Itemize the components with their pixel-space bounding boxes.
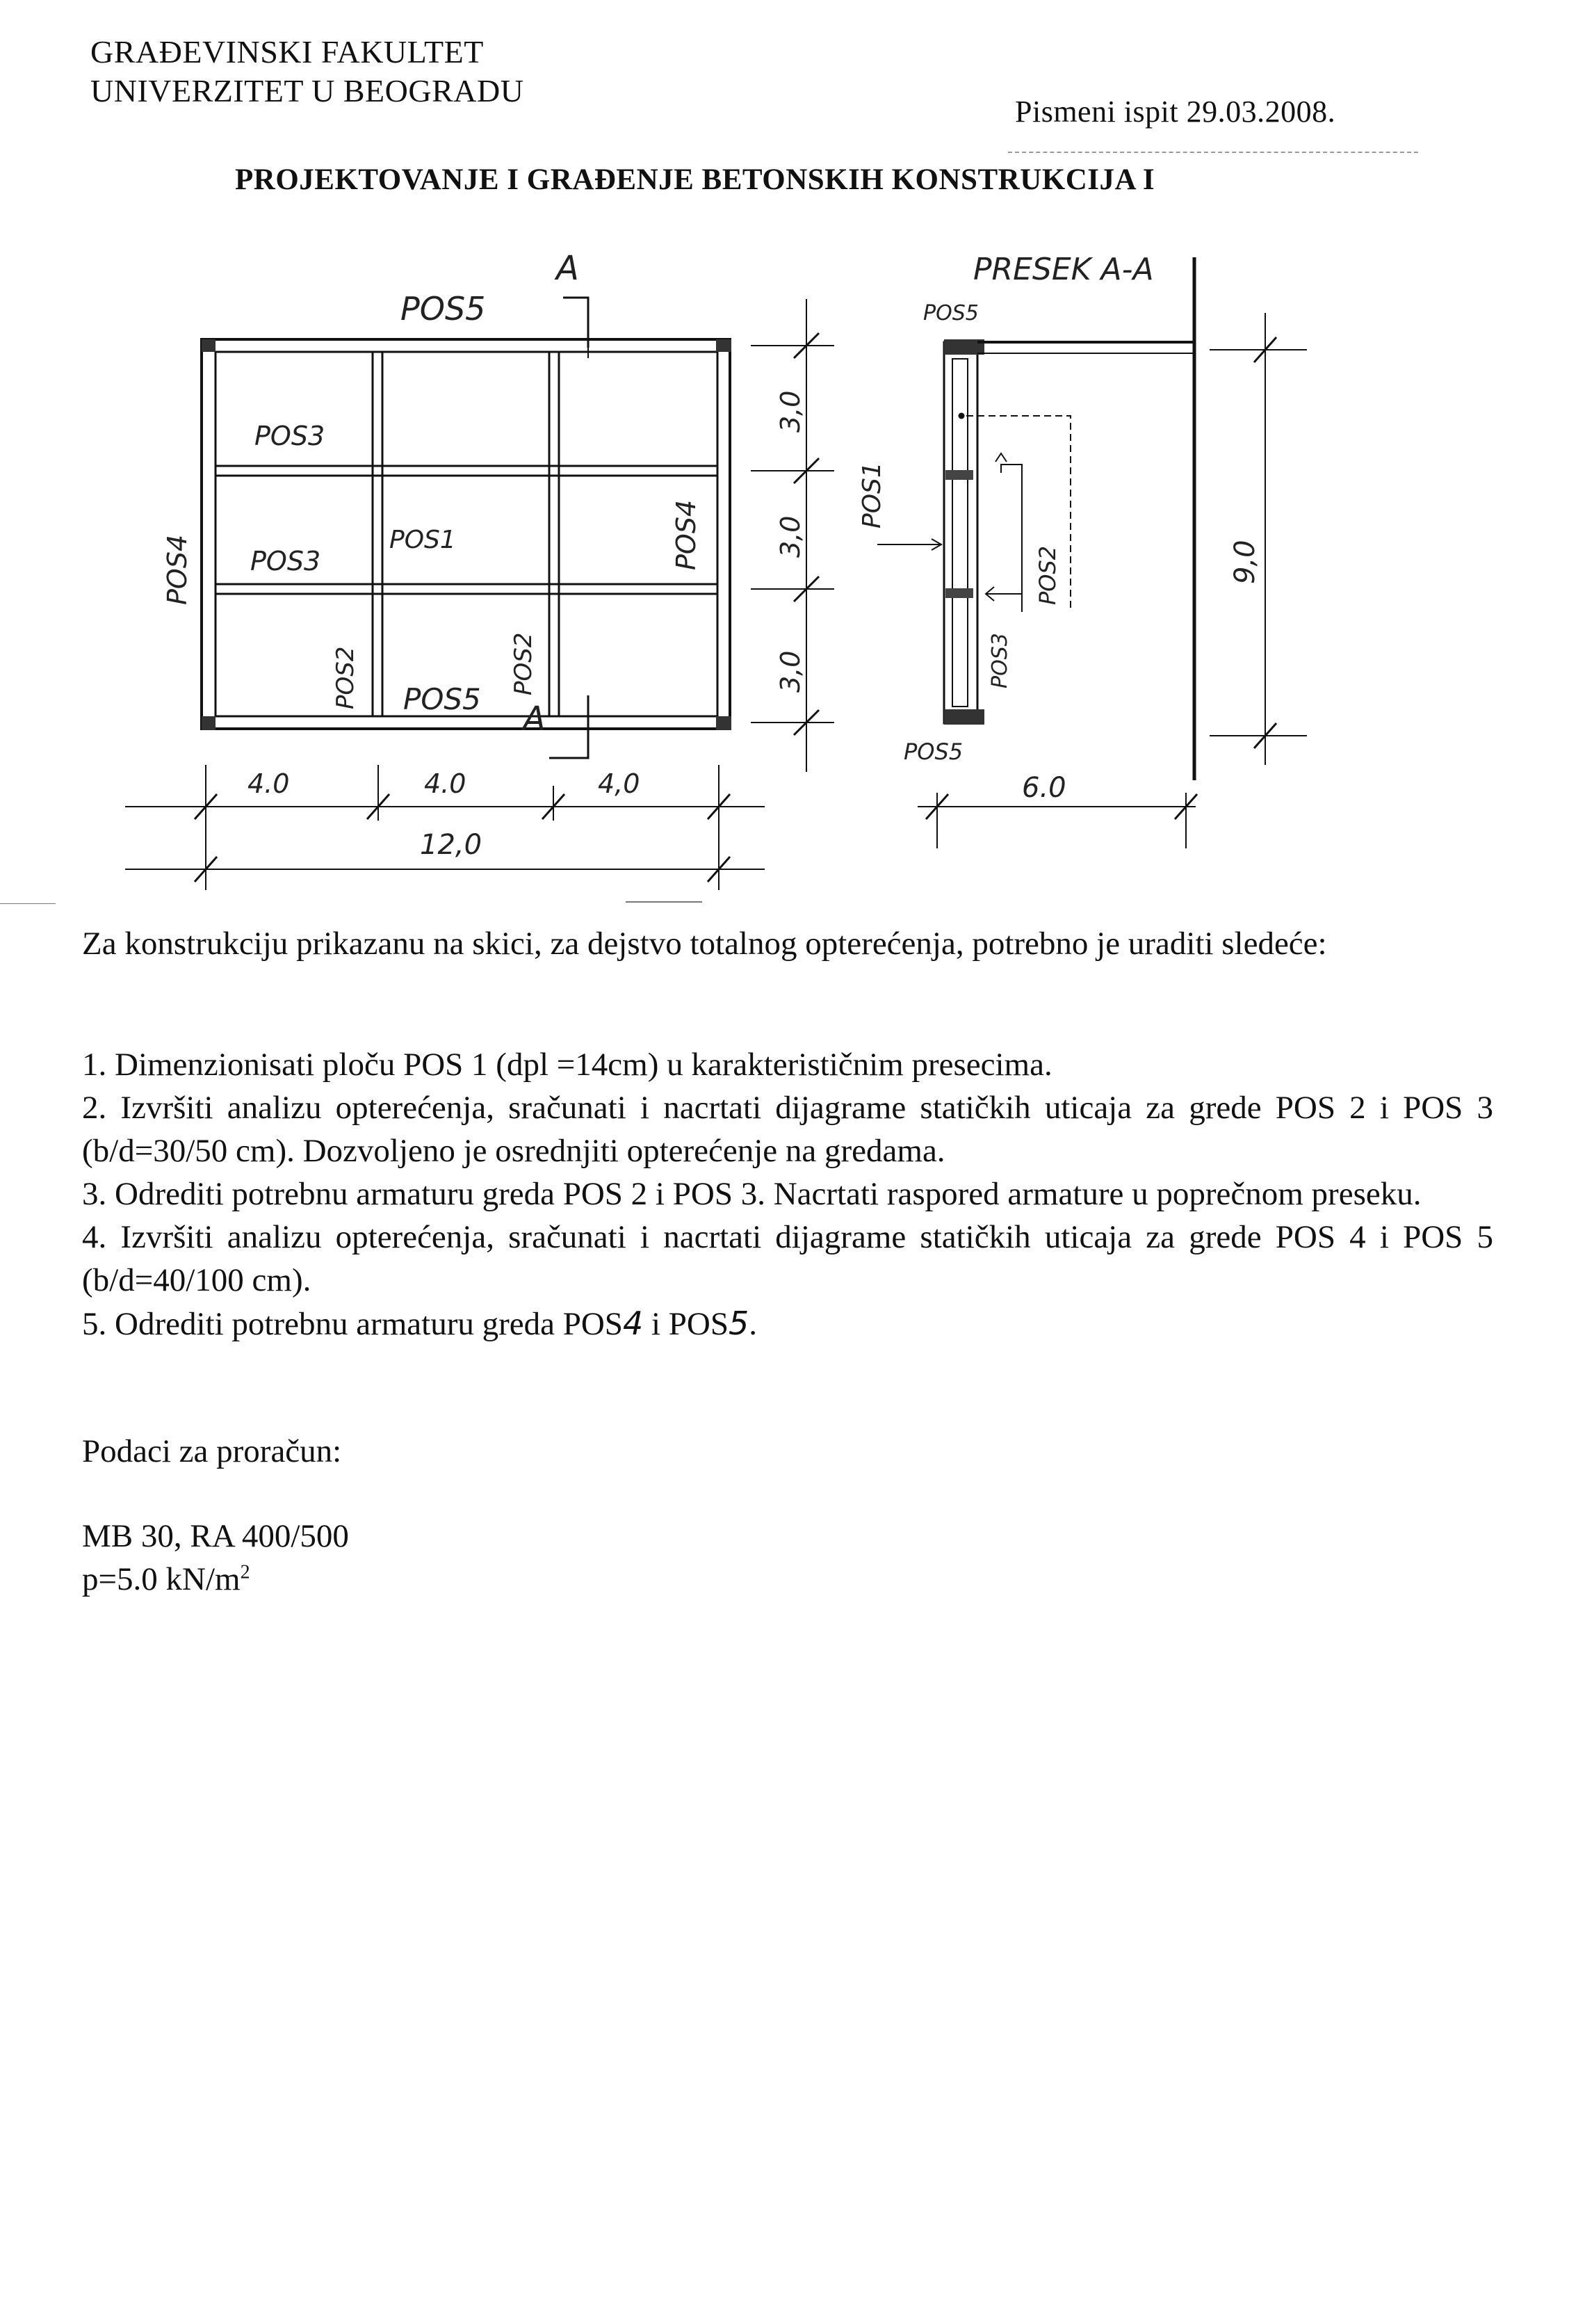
plan-dim-total: 12,0: [420, 829, 482, 861]
column-tr: [716, 339, 731, 352]
load-line: [82, 1558, 250, 1601]
plan-pos2-b-label: POS2: [510, 632, 537, 695]
section-pos3-label: POS3: [988, 633, 1012, 688]
section-dim-height: 9,0: [1229, 540, 1261, 584]
task-item-4: 4. Izvršiti analizu opterećenja, sračunati i nacrtati dijagrame statičkih uticaja za grede POS 4 i POS 5 (b/d=40/100 cm).: [82, 1219, 1493, 1298]
task-5-prefix: 5. Odrediti potrebnu armaturu greda POS: [82, 1306, 623, 1342]
section-pos5-bottom-label: POS5: [904, 739, 964, 765]
task-5-end: .: [749, 1306, 758, 1342]
plan-section-letter-top: A: [556, 249, 579, 288]
section-beam-mid-2: [945, 588, 973, 598]
plan-dim-height-3: 3,0: [775, 650, 806, 693]
column-tl: [202, 339, 216, 352]
load-exponent: 2: [240, 1561, 250, 1583]
exam-date: Pismeni ispit 29.03.2008.: [1015, 95, 1336, 129]
task-item-1: 1. Dimenzionisati ploču POS 1 (dpl =14cm) u karakterističnim presecima.: [82, 1047, 1052, 1083]
plan-pos5-top-label: POS5: [400, 290, 486, 328]
university-name: UNIVERZITET U BEOGRADU: [90, 73, 524, 108]
plan-dim-span-1: 4.0: [247, 768, 290, 799]
task-item-2: 2. Izvršiti analizu opterećenja, sračunati i nacrtati dijagrame statičkih uticaja za grede POS 2 i POS 3 (b/d=30/50 cm). Dozvoljeno je osrednjiti opterećenje na gredama.: [82, 1090, 1493, 1169]
plan-section-letter-bottom: A: [523, 700, 546, 739]
section-pos2-label: POS2: [1034, 545, 1061, 605]
task-list: [82, 1043, 1493, 1346]
plan-pos4-right-label: POS4: [671, 499, 701, 570]
page-title: PROJEKTOVANJE I GRAĐENJE BETONSKIH KONSTRUKCIJA I: [235, 163, 1155, 196]
section-pos1-label: POS1: [858, 462, 886, 528]
plan-dim-height-1: 3,0: [775, 390, 806, 433]
section-beam-bottom: [944, 709, 984, 725]
section-title: PRESEK A-A: [973, 252, 1154, 287]
header-divider: [1008, 152, 1418, 153]
plan-dim-span-3: 4,0: [598, 768, 640, 799]
plan-pos4-left-label: POS4: [162, 534, 193, 605]
section-beam-mid-1: [945, 470, 973, 480]
column-bl: [202, 716, 216, 730]
plan-pos5-bottom-label: POS5: [403, 682, 481, 716]
task-item-5: [82, 1302, 1493, 1346]
plan-dim-height-2: 3,0: [775, 515, 806, 558]
task-5-mid: i POS: [643, 1306, 729, 1342]
intro-paragraph: Za konstrukciju prikazanu na skici, za dejstvo totalnog opterećenja, potrebno je uraditi sledeće:: [82, 926, 1327, 962]
task-item-3: 3. Odrediti potrebnu armaturu greda POS 2 i POS 3. Nacrtati raspored armature u poprečnom preseku.: [82, 1176, 1422, 1212]
task-5-pos-a: 4: [622, 1305, 644, 1342]
materials-line: MB 30, RA 400/500: [82, 1518, 349, 1554]
structure-sketch: [0, 236, 1585, 904]
plan-dim-span-2: 4.0: [424, 768, 466, 799]
plan-view: [125, 298, 834, 890]
section-dim-width: 6.0: [1022, 772, 1066, 804]
plan-pos2-a-label: POS2: [332, 646, 359, 709]
faculty-name: GRAĐEVINSKI FAKULTET: [90, 34, 484, 70]
plan-pos1-label: POS1: [389, 526, 456, 554]
plan-pos3-b-label: POS3: [250, 546, 321, 576]
section-pos5-top-label: POS5: [923, 301, 979, 325]
plan-pos3-a-label: POS3: [254, 421, 325, 451]
task-5-pos-b: 5: [729, 1305, 749, 1342]
column-br: [716, 716, 731, 730]
load-value: p=5.0 kN/m: [82, 1561, 241, 1597]
data-heading: Podaci za proračun:: [82, 1433, 342, 1469]
